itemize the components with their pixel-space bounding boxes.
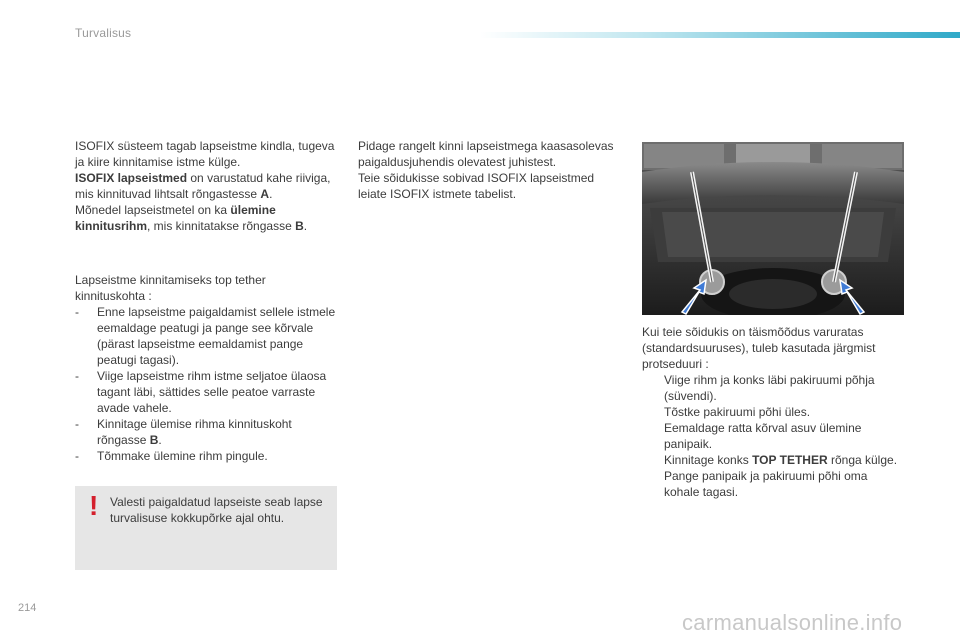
step-item: - Enne lapseistme paigaldamist sellele istmele eemaldage peatugi ja pange see kõrvale (pärast lapseistme eemaldamist pange peatugi tagasi). (75, 304, 337, 368)
period: . (269, 187, 273, 201)
section-title: Turvalisus (75, 26, 132, 40)
step-item (642, 404, 904, 420)
step-item (642, 468, 904, 500)
ring-b-label: B (295, 219, 304, 233)
period: . (158, 433, 162, 447)
spare-wheel-steps (642, 372, 904, 500)
watermark: carmanualsonline.info (682, 610, 903, 635)
top-tether-intro: Lapseistme kinnitamiseks top tether kinnituskohta : (75, 273, 266, 303)
step-text: Kinnitage konks (664, 453, 753, 467)
step-item: - Viige lapseistme rihm istme seljatoe ülaosa tagant läbi, sättides selle peatoe varraste avade vahele. (75, 368, 337, 416)
spare-wheel-intro: Kui teie sõidukis on täismõõdus varuratas (standardsuuruses), tuleb kasutada järgmist protseduuri : (642, 325, 876, 371)
attached-to-ring-text: , mis kinnitatakse rõngasse (147, 219, 296, 233)
isofix-table-reference-text: Teie sõidukisse sobivad ISOFIX lapseistmed leiate ISOFIX istmete tabelist. (358, 171, 595, 201)
some-seats-text: Mõnedel lapseistmetel on ka (75, 203, 231, 217)
header-accent-bar (480, 32, 960, 38)
ring-a-label: A (260, 187, 270, 201)
isofix-intro-paragraph (75, 138, 337, 234)
top-strap-bold: ülemine kinnitusrihm (75, 203, 276, 233)
page-number: 214 (18, 602, 37, 614)
ring-b-label: B (149, 433, 159, 447)
column-middle (358, 138, 618, 202)
period: . (303, 219, 308, 233)
step-text: Kinnitage ülemise rihma kinnituskoht rõngasse (97, 417, 292, 447)
step-item: - Tõmmake ülemine rihm pingule. (75, 448, 337, 464)
isofix-seats-bold: ISOFIX lapseistmed (75, 171, 188, 185)
isofix-latches-text: on varustatud kahe riiviga, mis kinnituvad lihtsalt rõngastesse (75, 171, 331, 201)
isofix-intro-text: ISOFIX süsteem tagab lapseistme kindla, tugeva ja kiire kinnitamise istme külge. (75, 139, 335, 169)
step-text: rõnga külge. (827, 453, 898, 467)
top-tether-bold: TOP TETHER (752, 453, 828, 467)
warning-icon: ! (89, 490, 99, 521)
follow-instructions-text: Pidage rangelt kinni lapseistmega kaasasolevas paigaldusjuhendis olevatest juhistest. (358, 139, 614, 169)
step-item (642, 372, 904, 404)
warning-box (75, 486, 337, 570)
top-tether-steps (75, 304, 337, 464)
step-item (642, 420, 904, 452)
step-text: Tõstke pakiruumi põhi üles. (664, 405, 811, 419)
warning-text: Valesti paigaldatud lapseiste seab lapse turvalisuse kokkupõrke ajal ohtu. (110, 495, 323, 525)
trunk-anchor-photo (642, 142, 904, 315)
step-item (642, 452, 904, 468)
step-text: Eemaldage ratta kõrval asuv ülemine panipaik. (664, 421, 862, 451)
column-right (642, 324, 904, 500)
trunk-anchor-illustration (642, 142, 904, 315)
step-text: Viige rihm ja konks läbi pakiruumi põhja (süvendi). (664, 373, 875, 403)
step-item (75, 416, 337, 448)
column-left (75, 138, 337, 464)
step-text: Pange panipaik ja pakiruumi põhi oma kohale tagasi. (664, 469, 868, 499)
